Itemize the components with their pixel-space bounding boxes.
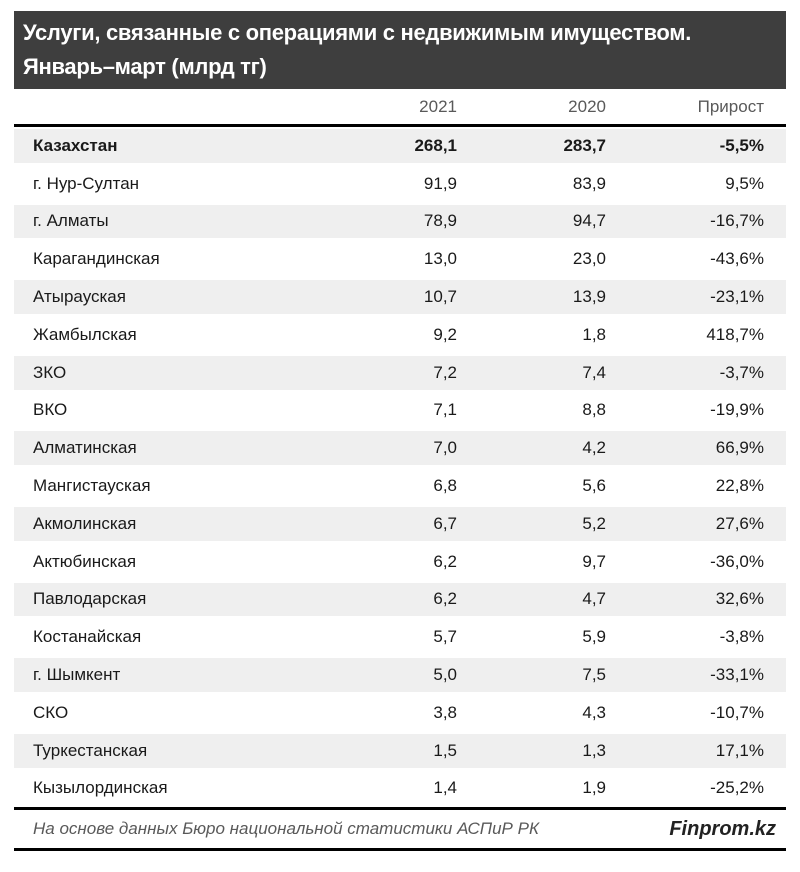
cell-region: Карагандинская bbox=[33, 249, 160, 269]
cell-value-2021: 3,8 bbox=[433, 702, 457, 722]
cell-region: ВКО bbox=[33, 400, 68, 420]
cell-region: Мангистауская bbox=[33, 476, 151, 496]
cell-region: г. Нур-Султан bbox=[33, 173, 140, 193]
cell-value-2021: 1,4 bbox=[433, 778, 457, 798]
column-header-2021: 2021 bbox=[419, 96, 457, 116]
source-note: На основе данных Бюро национальной статистики АСПиР РК bbox=[33, 819, 539, 839]
cell-region: Алматинская bbox=[33, 438, 137, 458]
table-row bbox=[14, 505, 786, 543]
table-row bbox=[14, 392, 786, 430]
cell-growth-percent: -3,8% bbox=[719, 627, 764, 647]
cell-value-2020: 7,5 bbox=[582, 665, 606, 685]
cell-region: Павлодарская bbox=[33, 589, 147, 609]
cell-value-2021: 1,5 bbox=[433, 740, 457, 760]
cell-value-2020: 8,8 bbox=[582, 400, 606, 420]
cell-region: Костанайская bbox=[33, 627, 142, 647]
cell-value-2020: 5,2 bbox=[582, 513, 606, 533]
cell-growth-percent: 27,6% bbox=[715, 513, 764, 533]
cell-value-2020: 13,9 bbox=[572, 287, 606, 307]
cell-value-2021: 268,1 bbox=[414, 135, 457, 155]
table-row bbox=[14, 278, 786, 316]
cell-value-2020: 94,7 bbox=[572, 211, 606, 231]
cell-value-2020: 23,0 bbox=[572, 249, 606, 269]
cell-region: Актюбинская bbox=[33, 551, 137, 571]
cell-growth-percent: -36,0% bbox=[710, 551, 764, 571]
cell-value-2020: 7,4 bbox=[582, 362, 606, 382]
cell-value-2020: 9,7 bbox=[582, 551, 606, 571]
table-row bbox=[14, 770, 786, 808]
table-row bbox=[14, 127, 786, 165]
cell-growth-percent: 17,1% bbox=[715, 740, 764, 760]
cell-value-2021: 7,0 bbox=[433, 438, 457, 458]
table-row bbox=[14, 543, 786, 581]
cell-region: Кызылординская bbox=[33, 778, 168, 798]
table-row bbox=[14, 732, 786, 770]
cell-region: Туркестанская bbox=[33, 740, 148, 760]
cell-region: Казахстан bbox=[33, 135, 118, 155]
cell-region: ЗКО bbox=[33, 362, 67, 382]
cell-region: г. Алматы bbox=[33, 211, 109, 231]
cell-value-2020: 283,7 bbox=[563, 135, 606, 155]
footer bbox=[14, 807, 786, 851]
cell-growth-percent: -23,1% bbox=[710, 287, 764, 307]
cell-value-2020: 4,7 bbox=[582, 589, 606, 609]
cell-value-2021: 6,7 bbox=[433, 513, 457, 533]
page-title-line-1: Услуги, связанные с операциями с недвижимым имуществом. bbox=[23, 20, 692, 45]
cell-value-2021: 78,9 bbox=[423, 211, 457, 231]
cell-region: Жамбылская bbox=[33, 324, 137, 344]
cell-region: СКО bbox=[33, 702, 69, 722]
cell-growth-percent: -43,6% bbox=[710, 249, 764, 269]
column-header-2020: 2020 bbox=[568, 96, 606, 116]
cell-value-2021: 7,2 bbox=[433, 362, 457, 382]
cell-value-2021: 5,7 bbox=[433, 627, 457, 647]
cell-growth-percent: -19,9% bbox=[710, 400, 764, 420]
cell-value-2021: 6,8 bbox=[433, 476, 457, 496]
cell-value-2020: 5,9 bbox=[582, 627, 606, 647]
cell-value-2020: 83,9 bbox=[572, 173, 606, 193]
brand-logo: Finprom.kz bbox=[669, 817, 776, 840]
page-title-line-2: Январь–март (млрд тг) bbox=[23, 54, 267, 79]
cell-value-2020: 4,3 bbox=[582, 702, 606, 722]
cell-growth-percent: -25,2% bbox=[710, 778, 764, 798]
table-row bbox=[14, 240, 786, 278]
cell-growth-percent: 22,8% bbox=[715, 476, 764, 496]
table-row bbox=[14, 354, 786, 392]
cell-growth-percent: 418,7% bbox=[706, 324, 764, 344]
cell-value-2020: 1,3 bbox=[582, 740, 606, 760]
cell-value-2020: 5,6 bbox=[582, 476, 606, 496]
table-header-row bbox=[14, 89, 786, 127]
cell-value-2021: 7,1 bbox=[433, 400, 457, 420]
cell-growth-percent: 66,9% bbox=[715, 438, 764, 458]
cell-region: г. Шымкент bbox=[33, 665, 121, 685]
cell-value-2021: 10,7 bbox=[423, 287, 457, 307]
table-body bbox=[14, 127, 786, 807]
title-banner bbox=[14, 11, 786, 89]
cell-growth-percent: -10,7% bbox=[710, 702, 764, 722]
infographic-table bbox=[14, 11, 786, 851]
table-row bbox=[14, 618, 786, 656]
cell-value-2021: 5,0 bbox=[433, 665, 457, 685]
table-row bbox=[14, 581, 786, 619]
cell-value-2021: 13,0 bbox=[423, 249, 457, 269]
cell-value-2020: 1,9 bbox=[582, 778, 606, 798]
table-row bbox=[14, 429, 786, 467]
cell-value-2020: 4,2 bbox=[582, 438, 606, 458]
cell-growth-percent: 32,6% bbox=[715, 589, 764, 609]
table-row bbox=[14, 467, 786, 505]
table-row bbox=[14, 203, 786, 241]
cell-growth-percent: -5,5% bbox=[719, 135, 764, 155]
cell-region: Атырауская bbox=[33, 287, 126, 307]
cell-value-2021: 9,2 bbox=[433, 324, 457, 344]
cell-value-2021: 91,9 bbox=[423, 173, 457, 193]
table-row bbox=[14, 694, 786, 732]
cell-region: Акмолинская bbox=[33, 513, 137, 533]
cell-value-2021: 6,2 bbox=[433, 551, 457, 571]
cell-growth-percent: -16,7% bbox=[710, 211, 764, 231]
cell-growth-percent: -33,1% bbox=[710, 665, 764, 685]
table-row bbox=[14, 656, 786, 694]
table-row bbox=[14, 316, 786, 354]
table-row bbox=[14, 165, 786, 203]
cell-value-2020: 1,8 bbox=[582, 324, 606, 344]
cell-growth-percent: 9,5% bbox=[725, 173, 764, 193]
cell-value-2021: 6,2 bbox=[433, 589, 457, 609]
cell-growth-percent: -3,7% bbox=[719, 362, 764, 382]
column-header-growth: Прирост bbox=[697, 96, 764, 116]
